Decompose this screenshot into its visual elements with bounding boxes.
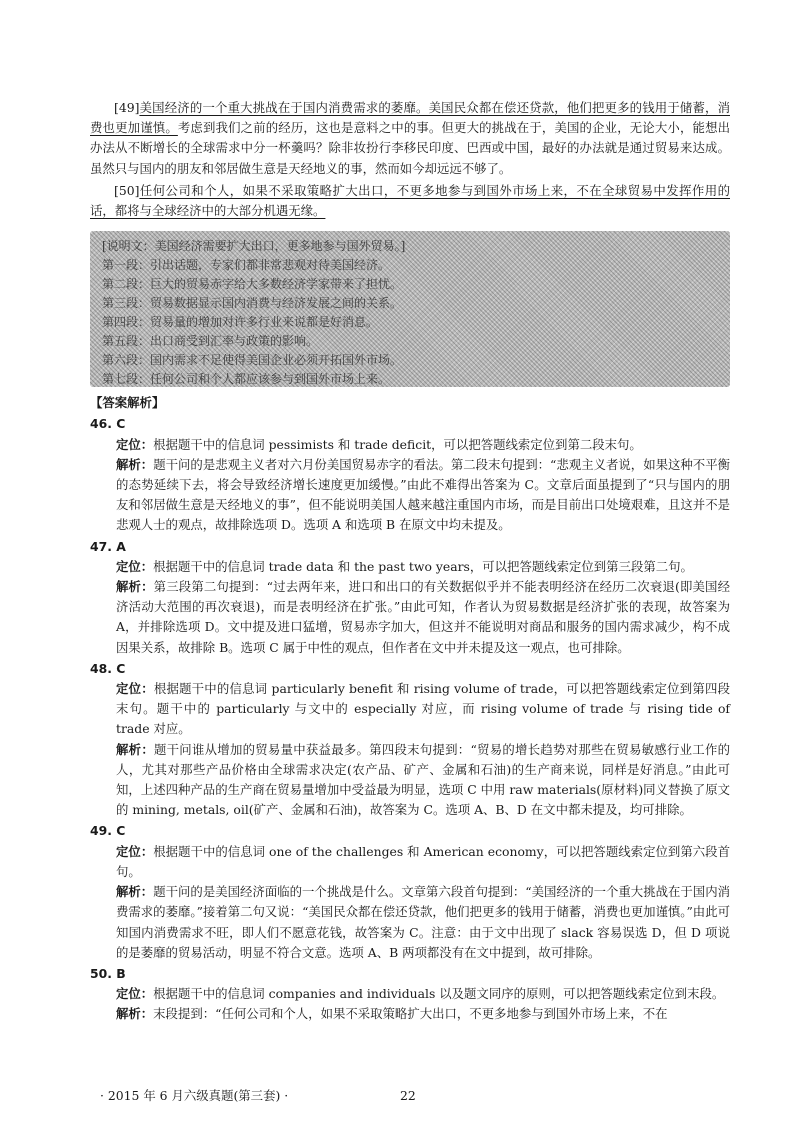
outline-line: 第二段：巨大的贸易赤字给大多数经济学家带来了担忧。: [102, 277, 403, 292]
answer-section-title: 【答案解析】: [90, 395, 165, 411]
page-number: 22: [400, 1088, 416, 1103]
page-content: [90, 98, 730, 1025]
analysis-text: 末段提到：“任何公司和个人，如果不采取策略扩大出口，不更多地参与到国外市场上来，不在: [153, 1006, 668, 1022]
answer-item-48: [90, 659, 730, 821]
analysis-label: 解析：: [116, 456, 154, 472]
answer-item-47: [90, 537, 730, 658]
answer-analysis: [116, 740, 730, 821]
outline-line: 第四段：贸易量的增加对许多行业来说都是好消息。: [102, 315, 379, 330]
answer-item-50: [90, 964, 730, 1025]
outline-line: 第六段：国内需求不足使得美国企业必须开拓国外市场。: [102, 353, 403, 368]
outline-line: 第一段：引出话题，专家们都非常悲观对待美国经济。: [102, 258, 391, 273]
answer-number: 46. C: [90, 416, 126, 432]
answer-analysis: [116, 1004, 730, 1024]
analysis-text: 题干问的是美国经济面临的一个挑战是什么。文章第六段首句提到：“美国经济的一个重大挑战在于国内消费需求的萎靡。”接着第二句又说：“美国民众都在偿还贷款，他们把更多的钱用于储蓄，消费也更加谨慎。”由此可知国内消费需求不旺，即人们不愿意花钱，故答案为 C。注意：由于文中出现了 slack 容易误选 D，但 D 项说的是萎靡的贸易活动，明显不符合文意。选项 A、B 两项都没有在文中提到，故可排除。: [116, 884, 731, 960]
outline-box: [90, 231, 730, 387]
answer-analysis: [116, 577, 730, 658]
answer-locate: [116, 679, 730, 740]
passage-paragraph-50: [90, 181, 730, 221]
underlined-sentence: 任何公司和个人，如果不采取策略扩大出口，不更多地参与到国外市场上来，不在全球贸易中发挥作用的话，都将与全球经济中的大部分机遇无缘。: [90, 182, 730, 219]
answer-number: 49. C: [90, 823, 126, 839]
answer-locate: [116, 842, 730, 882]
locate-label: 定位：: [116, 681, 154, 697]
analysis-label: 解析：: [116, 579, 154, 595]
locate-text: 根据题干中的信息词 particularly benefit 和 rising volume of trade，可以把答题线索定位到第四段末句。题干中的 particularly 与文中的 especially 对应，而 rising volume of trade 与 rising tide of trade 对应。: [116, 681, 731, 737]
answer-item-46: [90, 414, 730, 535]
locate-label: 定位：: [116, 558, 154, 574]
answer-locate: [116, 435, 730, 455]
answer-item-49: [90, 821, 730, 962]
paragraph-text: 考虑到我们之前的经历，这也是意料之中的事。但更大的挑战在于，美国的企业，无论大小，能想出办法从不断增长的全球需求中分一杯羹吗？除非妆扮行李移民印度、巴西或中国，最好的办法就是通过贸易来达成。虽然只与国内的朋友和邻居做生意是天经地义的事，然而如今却远远不够了。: [90, 120, 731, 176]
analysis-text: 题干问的是悲观主义者对六月份美国贸易赤字的看法。第二段末句提到：“悲观主义者说，如果这种不平衡的态势延续下去，将会导致经济增长速度更加缓慢。”由此不难得出答案为 C。文章后面虽提到了“只与国内的朋友和邻居做生意是天经地义的事”，但不能说明美国人越来越注重国内市场，而是目前出口处境艰难，且这并不是悲观人士的观点，故排除选项 D。选项 A 和选项 B 在原文中均未提及。: [116, 456, 731, 533]
answer-analysis: [116, 882, 730, 963]
outline-line: 第三段：贸易数据显示国内消费与经济发展之间的关系。: [102, 296, 403, 311]
passage-paragraph-49: [90, 98, 730, 179]
locate-label: 定位：: [116, 436, 154, 452]
outline-line: [说明文：美国经济需要扩大出口，更多地参与国外贸易。]: [102, 239, 406, 254]
answer-analysis: [116, 455, 730, 536]
outline-line: 第五段：出口商受到汇率与政策的影响。: [102, 334, 319, 349]
paragraph-marker: [50]: [114, 182, 140, 198]
analysis-label: 解析：: [116, 741, 154, 757]
answer-number: 47. A: [90, 538, 126, 554]
analysis-text: 第三段第二句提到：“过去两年来，进口和出口的有关数据似乎并不能表明经济在经历二次衰退(即美国经济活动大范围的再次衰退)，而是表明经济在扩张。”由此可知，作者认为贸易数据是经济扩张的表现，故答案为 A，并排除选项 D。文中提及进口猛增，贸易赤字加大，但这并不能说明对商品和服务的国内需求减少，构不成因果关系，故排除 B。选项 C 属于中性的观点，但作者在文中并未提及这一观点，也可排除。: [116, 579, 731, 655]
locate-label: 定位：: [116, 843, 154, 859]
locate-label: 定位：: [116, 986, 154, 1002]
outline-line: 第七段：任何公司和个人都应该参与到国外市场上来。: [102, 372, 391, 387]
answer-number: 50. B: [90, 965, 126, 981]
analysis-label: 解析：: [116, 884, 154, 900]
underlined-sentence: 美国经济的一个重大挑战在于国内消费需求的萎靡。美国民众都在偿还贷款，他们把更多的钱用于储蓄，消费也更加谨慎。: [90, 100, 730, 136]
analysis-label: 解析：: [116, 1006, 154, 1022]
answer-number: 48. C: [90, 660, 126, 676]
locate-text: 根据题干中的信息词 pessimists 和 trade deficit，可以把答题线索定位到第二段末句。: [153, 436, 642, 452]
analysis-text: 题干问谁从增加的贸易量中获益最多。第四段末句提到：“贸易的增长趋势对那些在贸易敏感行业工作的人，尤其对那些产品价格由全球需求决定(农产品、矿产、金属和石油)的生产商来说，同样是好消息。”由此可知，上述四种产品的生产商在贸易量增加中受益最为明显，选项 C 中用 raw materials(原材料)同义替换了原文的 mining, metals, oil(矿产、金属和石油)，故答案为 C。选项 A、B、D 在文中都未提及，均可排除。: [116, 741, 730, 818]
footer-title: · 2015 年 6 月六级真题(第三套) ·: [100, 1088, 289, 1103]
locate-text: 根据题干中的信息词 companies and individuals 以及题文同序的原则，可以把答题线索定位到末段。: [153, 986, 725, 1002]
answer-locate: [116, 984, 730, 1004]
locate-text: 根据题干中的信息词 one of the challenges 和 American economy，可以把答题线索定位到第六段首句。: [116, 843, 730, 879]
locate-text: 根据题干中的信息词 trade data 和 the past two years，可以把答题线索定位到第三段第二句。: [153, 558, 693, 574]
answer-locate: [116, 557, 730, 577]
paragraph-marker: [49]: [114, 100, 140, 115]
